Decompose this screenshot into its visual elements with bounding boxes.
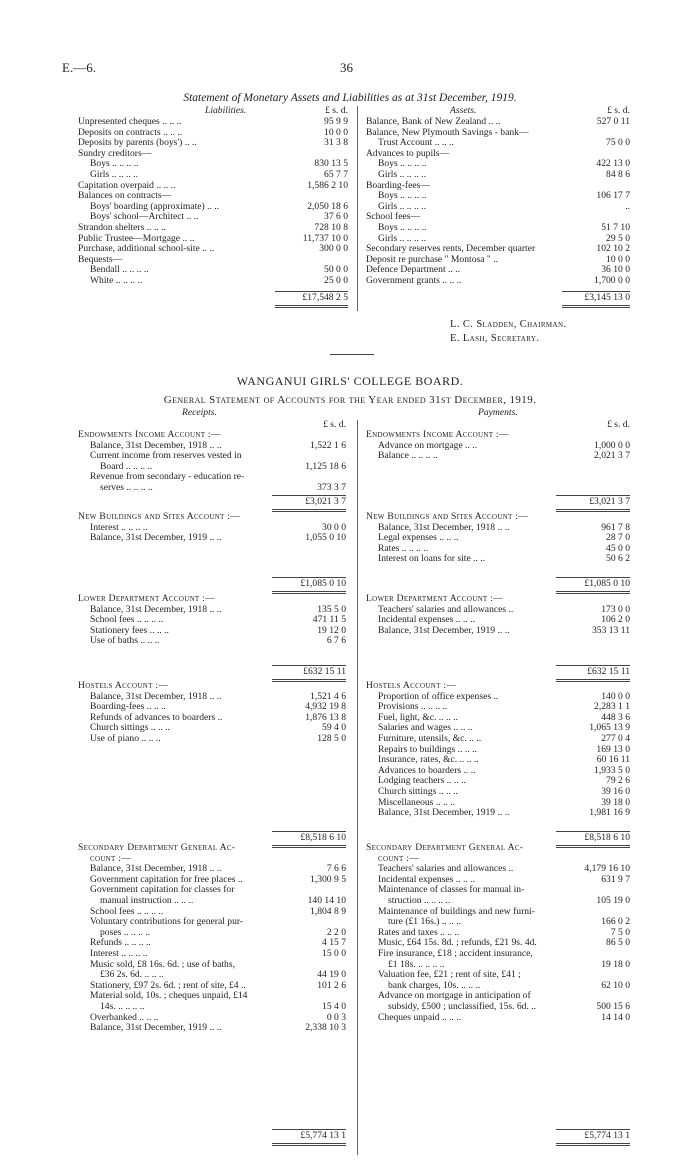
row-label: Advance on mortgage .. .. [378,439,478,451]
row-label: Deposits by parents (boys') .. .. [78,137,197,149]
account-total: £632 15 11 [303,666,346,677]
row-label: Bequests— [78,253,123,265]
row-label: subsidy, £500 ; unclassified, 15s. 6d. .. [388,1000,537,1012]
row-label: poses .. .. .. .. [100,926,151,938]
row-amount: 1,804 8 9 [310,905,346,917]
row-label: Advances to pupils— [366,147,450,159]
row-amount: 10 0 0 [606,253,630,265]
row-label: Boys' school—Architect .. .. [90,211,199,223]
receipts-account-block [78,594,346,647]
table-row [78,223,348,234]
row-amount: 10 0 0 [324,126,348,138]
row-label: Balance, 31st December, 1918 .. .. [90,439,222,451]
row-amount: 62 10 0 [601,979,630,991]
row-label: Advances to boarders .. .. [378,764,476,776]
row-label: Balances on contracts— [78,190,172,202]
row-label: serves .. .. .. .. [100,481,153,493]
row-label: Secondary Department General Ac- [78,842,236,853]
row-amount: 1,586 2 10 [307,179,348,191]
table-row [78,734,346,745]
row-amount: 25 0 0 [324,274,348,286]
row-amount: 0 0 3 [326,1011,346,1023]
row-amount: 75 0 0 [606,137,630,149]
row-amount: 51 7 10 [601,221,630,233]
row-amount: 7 6 6 [326,863,346,875]
row-label: Use of piano .. .. .. [90,732,161,744]
row-amount: 300 0 0 [319,243,348,255]
row-label: Lower Department Account :— [366,593,504,604]
row-amount: 14 14 0 [601,1011,630,1023]
table-row [366,223,630,234]
row-amount: 11,737 10 0 [302,232,348,244]
table-row [78,949,346,960]
table-row [366,451,630,462]
row-amount: 2 2 0 [326,926,346,938]
row-amount: 2,338 10 3 [305,1022,346,1034]
row-label: Church sittings .. .. .. [90,722,170,734]
table-row [366,170,630,181]
account-heading [78,843,346,854]
statement-title: Statement of Monetary Assets and Liabilities as at 31st December, 1919. [183,92,517,104]
table-row [78,533,346,544]
row-amount: 135 5 0 [317,603,346,615]
row-label: Provisions .. .. .. .. [378,701,448,713]
row-label: School fees .. .. .. .. [90,905,164,917]
account-total: £8,518 6 10 [584,832,630,843]
table-row [78,170,348,181]
total-underline [556,1143,630,1146]
row-amount: 1,522 1 6 [310,439,346,451]
row-label: bank charges, 10s. .. .. .. [388,979,481,991]
account-heading [78,681,346,692]
row-amount: 106 2 0 [601,614,630,626]
row-amount: 95 9 9 [324,116,348,127]
table-row [366,949,630,960]
row-amount: 45 0 0 [606,542,630,554]
account-total: £3,021 3 7 [589,496,630,507]
row-label: Overbanked .. .. .. [90,1011,159,1023]
row-label: New Buildings and Sites Account :— [366,511,529,522]
row-amount: 1,521 4 6 [310,690,346,702]
row-label: Music sold, £8 16s. 6d. ; use of baths, [90,958,235,970]
account-total: £1,085 0 10 [300,578,346,589]
row-label: Cheques unpaid .. .. .. [378,1011,462,1023]
table-row [366,117,630,128]
row-amount: 31 3 8 [324,137,348,149]
row-label: Revenue from secondary - education re- [90,471,245,483]
row-amount: 106 17 7 [596,190,630,202]
total-underline [272,1143,346,1146]
row-label: Balance, Bank of New Zealand .. .. [366,116,501,127]
account-heading [78,512,346,523]
row-label: Balance, 31st December, 1918 .. .. [90,603,222,615]
row-label: Deposit re purchase " Montosa " .. [366,253,498,265]
row-label: Boys .. .. .. .. [378,221,427,233]
board-subtitle: General Statement of Accounts for the Year ended 31st December, 1919. [163,394,537,406]
row-label: Fire insurance, £18 ; accident insurance, [378,947,533,959]
row-amount: 39 18 0 [601,796,630,808]
row-label: Bendall .. .. .. .. [90,264,149,276]
table-row [366,808,630,819]
row-label: Government capitation for free places .. [90,873,243,885]
row-label: Balance, 31st December, 1919 .. .. [378,624,510,636]
row-label: Use of baths .. .. .. [90,635,160,647]
row-label: Balance, 31st December, 1919 .. .. [90,532,222,544]
row-label: Interest on loans for site .. .. [378,553,486,565]
assets-table [366,117,630,287]
section-separator [330,354,374,355]
liabilities-table [78,117,348,287]
row-label: Girls .. .. .. .. [378,232,426,244]
row-amount: 166 0 2 [601,916,630,928]
row-label: Girls .. .. .. .. [378,168,426,180]
row-amount: 79 2 6 [606,775,630,787]
row-amount: 373 3 7 [317,481,346,493]
row-amount: 2,021 3 7 [594,450,630,462]
row-amount: 169 13 0 [596,743,630,755]
table-row [366,554,630,565]
row-label: Balance, 31st December, 1919 .. .. [378,807,510,819]
row-label: Church sittings .. .. .. [378,785,458,797]
assets-heading: Assets. [450,105,477,116]
row-label: Salaries and wages .. .. .. [378,722,473,734]
row-label: count :— [90,852,132,864]
row-amount: 1,700 0 0 [594,274,630,286]
table-row [78,896,346,907]
row-amount: 15 4 0 [322,1000,346,1012]
account-total: £5,774 13 1 [584,1130,630,1141]
payments-account-block [366,430,630,462]
row-label: Balance .. .. .. .. [378,450,438,462]
row-amount: 39 16 0 [601,785,630,797]
row-label: Legal expenses .. .. .. [378,532,459,544]
row-label: struction .. .. .. .. [388,894,451,906]
payments-account-block [366,843,630,1023]
row-amount: 105 19 0 [596,894,630,906]
accounts-divider [357,420,358,1155]
row-label: Purchase, additional school-site .. .. [78,243,215,255]
table-row [366,276,630,287]
row-label: Boys' boarding (approximate) .. .. [90,200,220,212]
table-row [78,117,348,128]
receipts-account-block [78,512,346,544]
row-label: Rates and taxes .. .. .. [378,926,460,938]
account-total: £632 15 11 [587,666,630,677]
row-label: Girls .. .. .. .. [378,200,426,212]
row-label: Valuation fee, £21 ; rent of site, £41 ; [378,969,521,981]
receipts-currency-head: £ s. d. [323,419,346,430]
row-label: 14s. .. .. .. .. [100,1000,145,1012]
row-label: Lodging teachers .. .. .. [378,775,466,787]
row-amount: 1,876 13 8 [305,711,346,723]
row-label: Teachers' salaries and allowances .. [378,863,514,875]
row-amount: 15 0 0 [322,947,346,959]
row-amount: 422 13 0 [596,158,630,170]
row-amount: 2,283 1 1 [594,701,630,713]
payments-account-block [366,594,630,636]
row-amount: 19 12 0 [317,624,346,636]
row-amount: 277 0 4 [601,732,630,744]
account-heading [366,594,630,605]
row-amount: 173 0 0 [601,603,630,615]
row-label: Stationery, £97 2s. 6d. ; rent of site, £4 .. [90,979,246,991]
row-amount: 4,932 19 8 [305,701,346,713]
row-label: Proportion of office expenses .. [378,690,499,702]
page-number: 36 [340,60,353,75]
row-label: Capitation overpaid .. .. .. [78,179,176,191]
receipts-heading: Receipts. [182,407,217,418]
payments-account-block [366,681,630,819]
row-label: Endowments Income Account :— [366,429,509,440]
row-amount: 101 2 6 [317,979,346,991]
row-amount: 86 5 0 [606,937,630,949]
row-label: Sundry creditors— [78,147,152,159]
row-label: Interest .. .. .. .. [90,947,148,959]
secretary-signature: E. Lash, Secretary. [450,333,540,344]
row-amount: 1,065 13 9 [589,722,630,734]
row-amount: 128 5 0 [317,732,346,744]
row-amount: 140 0 0 [601,690,630,702]
row-label: manual instruction .. .. .. [100,894,194,906]
account-total: £3,021 3 7 [305,496,346,507]
row-amount: 60 16 11 [596,754,630,766]
row-amount: 1,000 0 0 [594,439,630,451]
assets-total: £3,145 13 0 [584,292,630,303]
liab-currency-head: £ s. d. [325,105,348,116]
row-label: count :— [378,852,420,864]
row-amount: 448 3 6 [601,711,630,723]
row-label: £1 18s. .. .. .. .. [388,958,445,970]
row-label: Government capitation for classes for [90,884,235,896]
payments-currency-head: £ s. d. [607,419,630,430]
row-amount: 353 13 11 [591,624,630,636]
row-amount: 65 7 7 [324,168,348,180]
row-label: Defence Department .. .. [366,264,461,276]
row-amount: 140 14 10 [307,894,346,906]
row-amount: 500 15 6 [596,1000,630,1012]
row-label: Balance, 31st December, 1918 .. .. [90,863,222,875]
row-label: Trust Account .. .. .. [378,137,454,149]
row-amount: 1,981 16 9 [589,807,630,819]
row-amount: 527 0 11 [596,116,630,127]
row-amount: .. [625,200,630,212]
row-label: Rates .. .. .. .. [378,542,429,554]
account-heading [366,843,630,854]
row-amount: 631 9 7 [601,873,630,885]
row-amount: 830 13 5 [314,158,348,170]
row-label: Lower Department Account :— [78,593,216,604]
row-label: Fuel, light, &c. .. .. .. [378,711,458,723]
account-heading [78,594,346,605]
table-row [366,1013,630,1024]
row-amount: 728 10 8 [314,221,348,233]
row-amount: 4,179 16 10 [584,863,630,875]
row-label: Government grants .. .. .. [366,274,462,286]
table-row [366,734,630,745]
row-label: Stationery fees .. .. .. [90,624,169,636]
row-amount: 59 4 0 [322,722,346,734]
row-label: Miscellaneous .. .. .. [378,796,456,808]
row-label: Insurance, rates, &c. .. .. .. [378,754,479,766]
assets-total-underline [562,305,630,308]
row-amount: 6 7 6 [326,635,346,647]
row-amount: 471 11 5 [312,614,346,626]
row-label: Interest .. .. .. .. [90,521,148,533]
chairman-signature: L. C. Sladden, Chairman. [450,319,567,330]
receipts-account-block [78,843,346,1034]
row-label: Boys .. .. .. .. [378,190,427,202]
liabilities-heading: Liabilities. [205,105,247,116]
row-amount: 1,933 5 0 [594,764,630,776]
account-total: £8,518 6 10 [300,832,346,843]
row-label: Voluntary contributions for general pur- [90,916,244,928]
row-amount: 30 0 0 [322,521,346,533]
row-label: Secondary Department General Ac- [366,842,524,853]
row-amount: 4 15 7 [322,937,346,949]
row-amount: 1,055 0 10 [305,532,346,544]
row-label: Furniture, utensils, &c. .. .. [378,732,482,744]
row-label: Endowments Income Account :— [78,429,221,440]
account-heading [78,430,346,441]
row-amount: 961 7 8 [601,521,630,533]
table-row [78,1023,346,1034]
row-amount: 1,300 9 5 [310,873,346,885]
row-label: Maintenance of classes for manual in- [378,884,525,896]
row-amount: 50 6 2 [606,553,630,565]
table-row [78,276,348,287]
account-heading [366,430,630,441]
row-label: Material sold, 10s. ; cheques unpaid, £14 [90,990,248,1002]
receipts-account-block [78,681,346,745]
payments-heading: Payments. [478,407,518,418]
assets-currency-head: £ s. d. [607,105,630,116]
row-label: Balance, 31st December, 1918 .. .. [90,690,222,702]
row-label: Board .. .. .. .. [100,460,153,472]
row-label: Repairs to buildings .. .. .. [378,743,477,755]
row-label: ture (£1 16s.) .. .. .. [388,916,462,928]
report-code: E.—6. [62,60,96,75]
account-heading [366,681,630,692]
row-amount: 37 6 0 [324,211,348,223]
table-row [78,636,346,647]
table-row [78,483,346,494]
row-label: Refunds .. .. .. .. [90,937,151,949]
table-row [366,1002,630,1013]
row-label: Hostels Account :— [78,680,169,691]
row-amount: 36 10 0 [601,264,630,276]
row-label: Public Trustee—Mortgage .. .. [78,232,195,244]
row-label: School fees— [366,211,421,223]
table-row [366,896,630,907]
receipts-account-block [78,430,346,494]
row-label: Balance, New Plymouth Savings - bank— [366,126,529,138]
row-label: Secondary reserves rents, December quarter [366,243,536,255]
row-amount: 50 0 0 [324,264,348,276]
row-label: White .. .. .. .. [90,274,143,286]
account-heading [366,512,630,523]
row-label: Music, £64 15s. 8d. ; refunds, £21 9s. 4d. [378,937,537,949]
row-label: Balance, 31st December, 1919 .. .. [90,1022,222,1034]
row-amount: 28 7 0 [606,532,630,544]
table-row [366,626,630,637]
row-amount: 19 18 0 [601,958,630,970]
row-amount: 7 5 0 [610,926,630,938]
row-amount: 29 5 0 [606,232,630,244]
liab-total-underline [275,305,348,308]
row-label: School fees .. .. .. .. [90,614,164,626]
row-amount: 1,125 18 6 [305,460,346,472]
row-label: Unpresented cheques .. .. .. [78,116,182,127]
row-label: Girls .. .. .. .. [90,168,138,180]
row-amount: 44 19 0 [317,969,346,981]
statement-divider [357,106,358,311]
payments-account-block [366,512,630,565]
row-amount: 102 10 2 [596,243,630,255]
table-row [366,787,630,798]
row-label: Incidental expenses .. .. .. [378,614,475,626]
row-label: Teachers' salaries and allowances .. [378,603,514,615]
row-amount: 2,050 18 6 [307,200,348,212]
account-total: £1,085 0 10 [584,578,630,589]
account-total: £5,774 13 1 [300,1130,346,1141]
liab-total: £17,548 2 5 [302,292,348,303]
row-label: £36 2s. 6d. .. .. .. [100,969,164,981]
table-row [78,1002,346,1013]
row-label: Boys .. .. .. .. [90,158,139,170]
row-label: Hostels Account :— [366,680,457,691]
row-label: Strandon shelters .. .. .. [78,221,166,233]
row-label: Maintenance of buildings and new furni- [378,905,535,917]
row-label: Advance on mortgage in anticipation of [378,990,531,1002]
board-title: WANGANUI GIRLS' COLLEGE BOARD. [236,374,464,388]
row-label: Boys .. .. .. .. [378,158,427,170]
row-label: Current income from reserves vested in [90,450,242,462]
row-label: Boarding-fees— [366,179,430,191]
row-label: Incidental expenses .. .. .. [378,873,475,885]
row-label: Balance, 31st December, 1918 .. .. [378,521,510,533]
row-label: Boarding-fees .. .. .. [90,701,166,713]
row-label: Deposits on contracts .. .. .. [78,126,183,138]
row-label: Refunds of advances to boarders .. [90,711,223,723]
row-label: New Buildings and Sites Account :— [78,511,241,522]
row-amount: 84 8 6 [606,168,630,180]
